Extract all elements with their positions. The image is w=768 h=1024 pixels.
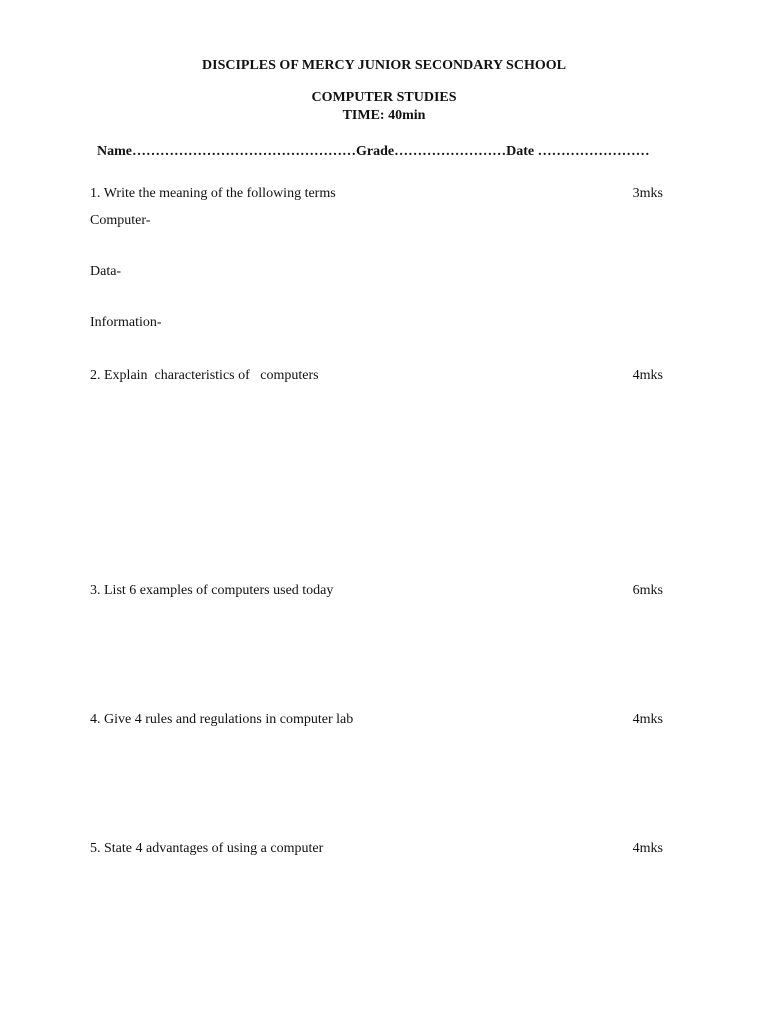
question-marks: 3mks xyxy=(632,186,663,201)
term-information: Information- xyxy=(90,315,162,330)
question-text: 4. Give 4 rules and regulations in computer lab xyxy=(90,712,354,727)
term-computer: Computer- xyxy=(90,213,151,228)
question-marks: 4mks xyxy=(632,368,663,383)
exam-time: TIME: 40min xyxy=(342,108,426,123)
question-marks: 4mks xyxy=(632,841,663,856)
term-data: Data- xyxy=(90,264,122,279)
question-marks: 4mks xyxy=(632,712,663,727)
question-text: 3. List 6 examples of computers used today xyxy=(90,583,334,598)
question-marks: 6mks xyxy=(632,583,663,598)
student-info-line: Name…………………………………………Grade……………………Date …………………… xyxy=(97,144,650,159)
question-text: 2. Explain characteristics of computers xyxy=(90,368,319,383)
question-text: 1. Write the meaning of the following terms xyxy=(90,186,336,201)
school-name: DISCIPLES OF MERCY JUNIOR SECONDARY SCHOOL xyxy=(202,58,566,73)
subject-title: COMPUTER STUDIES xyxy=(311,90,457,105)
question-text: 5. State 4 advantages of using a computer xyxy=(90,841,324,856)
